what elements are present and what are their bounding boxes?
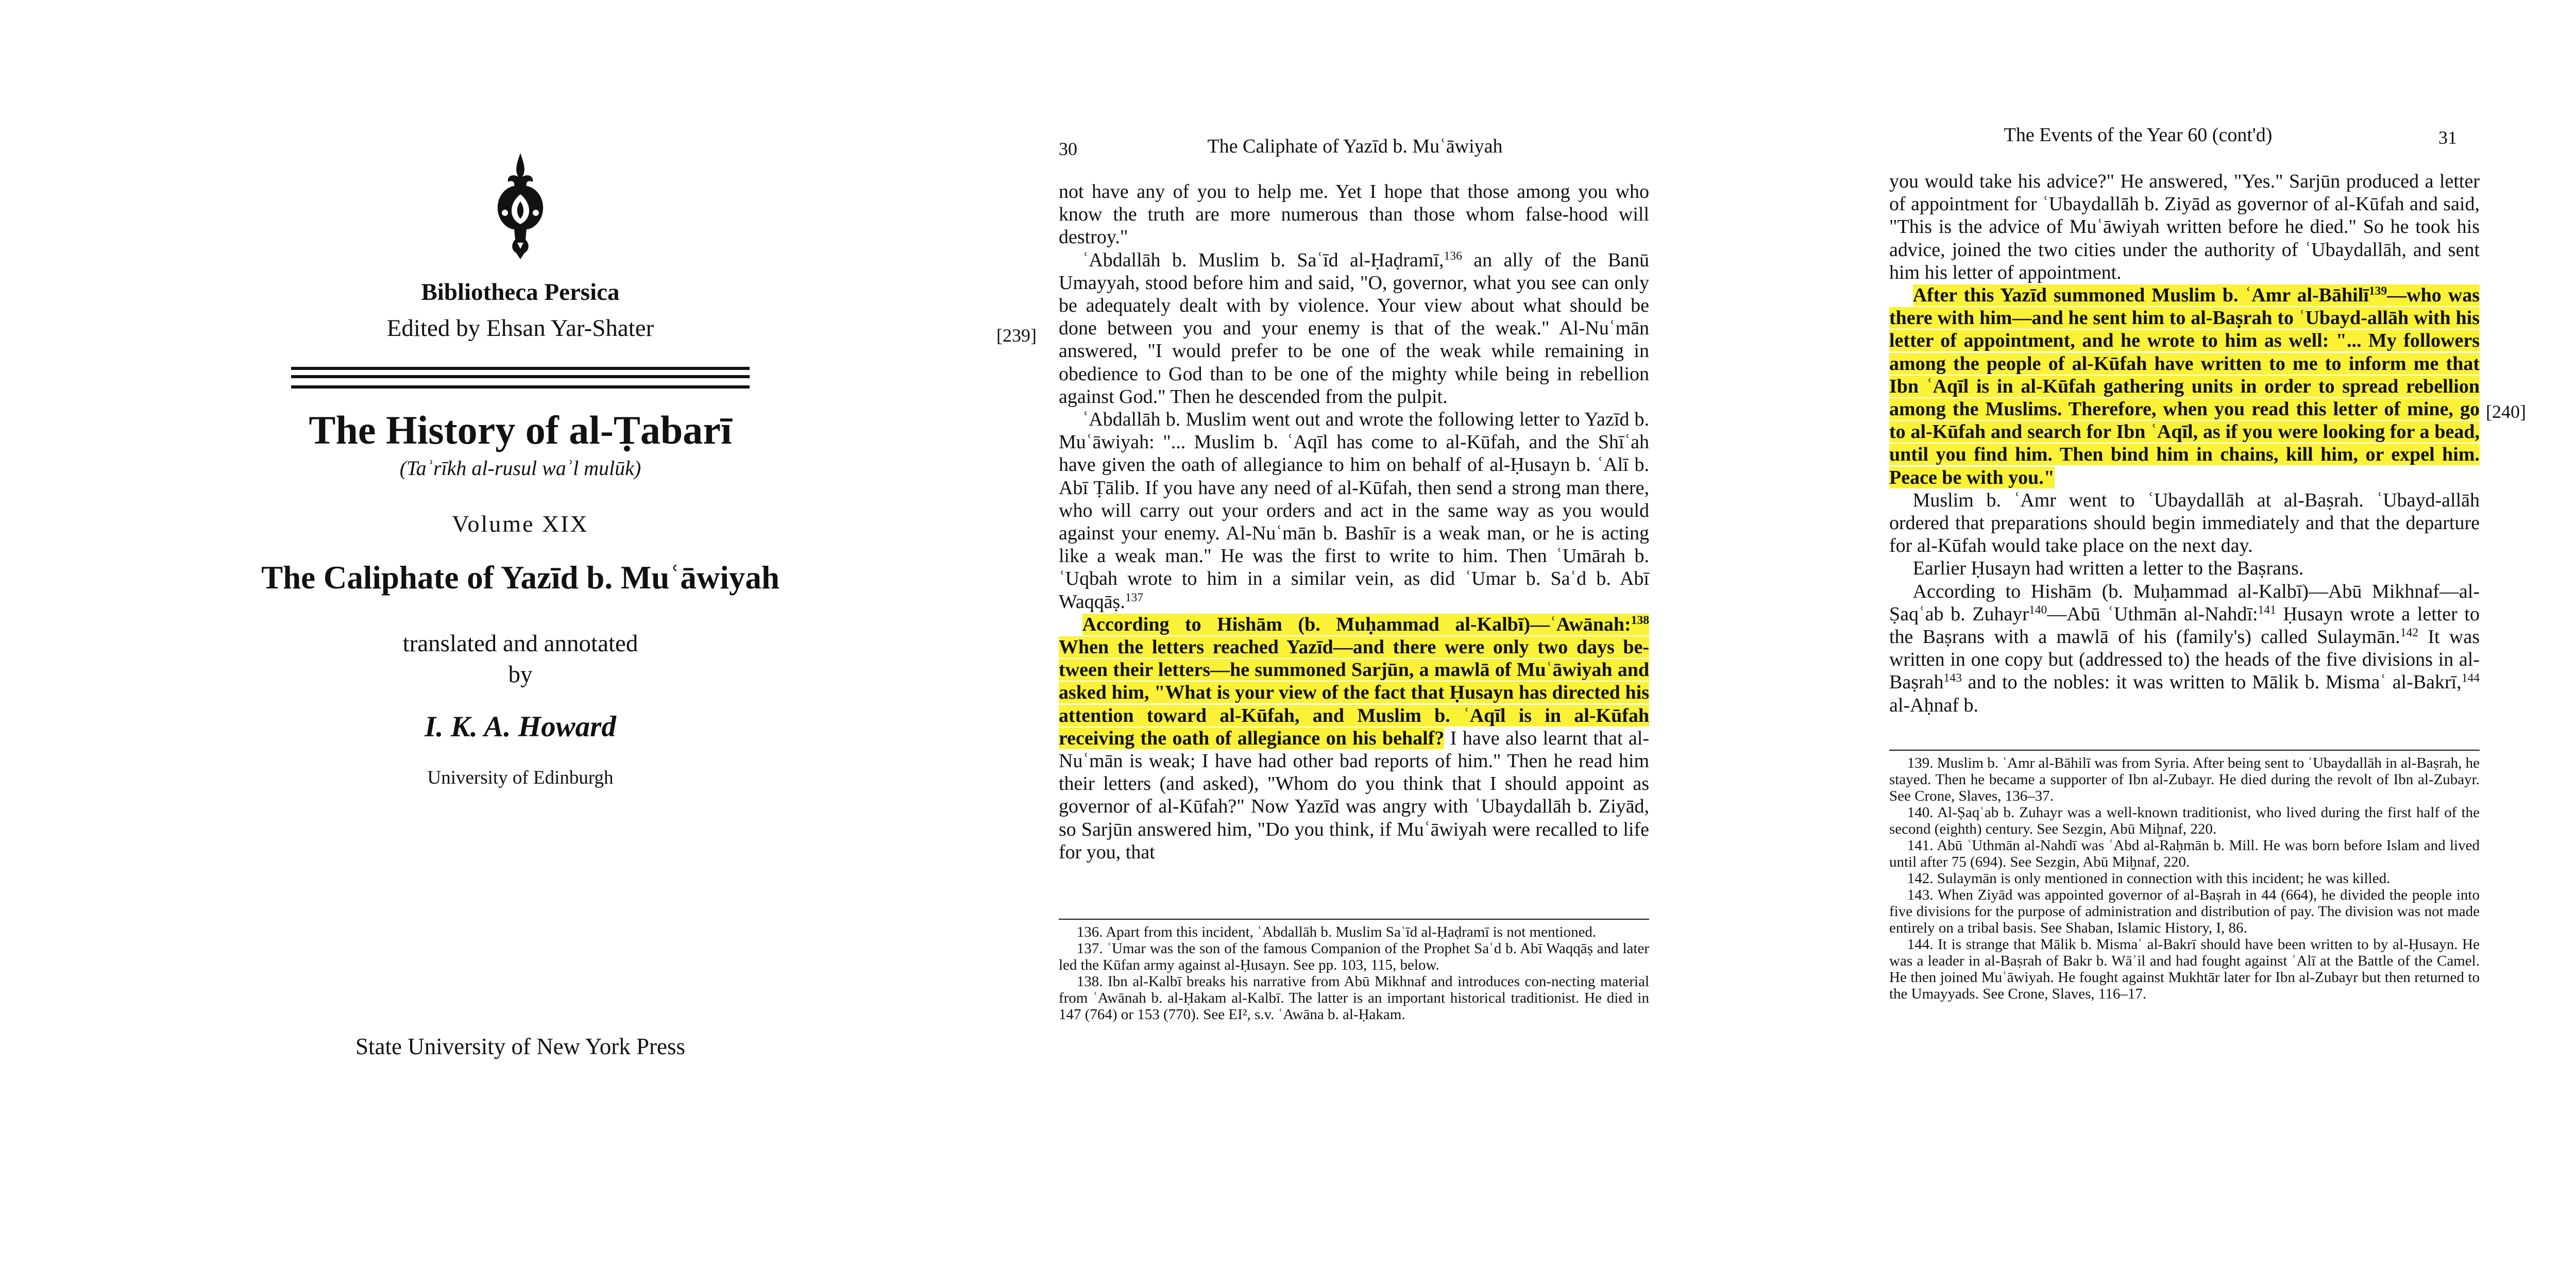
author-name: I. K. A. Howard (425, 711, 616, 743)
paragraph-text: an ally of the Banū Umayyah, stood before him and said, "O, governor, what you see can only be adequately dealt with by violence. Your view about what should be done between you and your enemy is that of the weak." Al-Nuʿmān answered, "I would prefer to be one of the weak while remaining in obedience to God than to be one of the mighty while being in rebellion against God." Then he descended from the pulpit. (1059, 249, 1650, 408)
title-rule-1 (291, 367, 750, 370)
title-rule-3 (291, 385, 750, 388)
footnote: 144. It is strange that Mālik b. Mismaʿ al-Bakrī should have been written to by al-Ḥusayn. He was a leader in al-Baṣrah of Bakr b. Wāʾil and had fought against ʿAlī at the Battle of the Camel. He then joined Muʿāwiyah. He fought against Mukhtār later for Ibn al-Zubayr but then returned to the Umayyads. See Crone, Slaves, 116–17. (1889, 936, 2480, 1002)
footnote-ref: 136 (1444, 249, 1462, 263)
right-page-body (1889, 170, 2480, 717)
footnote-ref: 138 (1631, 613, 1649, 627)
book-series-subtitle: (Taʾrīkh al-rusul waʾl mulūk) (399, 457, 641, 480)
book-series-title: The History of al-Ṭabarī (309, 408, 732, 452)
volume-number: Volume XIX (452, 511, 589, 537)
highlighted-text (1889, 284, 2480, 488)
paragraph-text: After this Yazīd summoned Muslim b. ʿAmr al-Bāhilī (1912, 284, 2369, 307)
paragraph (1889, 284, 2480, 489)
paragraph: Earlier Ḥusayn had written a letter to the Baṣrans. (1912, 557, 2304, 580)
footnote-ref: 143 (1943, 671, 1962, 685)
left-page-number: 30 (1059, 139, 1077, 159)
paragraph-text: According to Hishām (b. Muḥammad al-Kalbī)—Abū Mikhnaf—al-Ṣaqʿab b. Zuhayr (1889, 580, 2480, 625)
paragraph-text: al-Aḥnaf b. (1889, 694, 1979, 716)
footnote: 142. Sulaymān is only mentioned in connection with this incident; he was killed. (1907, 870, 2391, 887)
paragraph-text: ʿAbdallāh b. Muslim b. Saʿīd al-Ḥaḍramī, (1082, 249, 1444, 271)
paragraph-text: —who was there with him—and he sent him to al-Baṣrah to ʿUbayd-allāh with his letter of appointment, and he wrote to him as well: "... My followers among the people of al-Kūfah have written to me to inform me that Ibn ʿAqīl is in al-Kūfah gathering units in order to spread rebellion among the Muslims. Therefore, when you read this letter of mine, go to al-Kūfah and search for Ibn ʿAqīl, as if you were looking for a bead, until you find him. Then bind him in chains, kill him, or expel him. Peace be with you." (1889, 284, 2480, 488)
paragraph-text: I have also learnt that al-Nuʿmān is weak; I have had other bad reports of him." Then he read him their letters (and asked), "Whom do you think that I should appoint as governor of al-Kūfah?" Now Yazīd was angry with ʿUbaydallāh b. Ziyād, so Sarjūn answered him, "Do you think, if Muʿāwiyah were recalled to life for you, that (1059, 727, 1649, 863)
right-page-number: 31 (2438, 127, 2457, 148)
author-affiliation: University of Edinburgh (427, 767, 614, 788)
paragraph (1889, 580, 2480, 717)
title-rule-2 (291, 375, 750, 378)
paragraph (1059, 249, 1649, 408)
paragraph-text: According to Hishām (b. Muḥammad al-Kalbī)—ʿAwānah: (1082, 613, 1631, 635)
footnote: 143. When Ziyād was appointed governor of al-Baṣrah in 44 (664), he divided the people into five divisions for the purpose of administration and distribution of pay. The division was not made entirely on a tribal basis. See Shaban, Islamic History, I, 86. (1889, 887, 2480, 936)
paragraph-text: It was written in one copy but (addressed to) the heads of the five divisions in al-Baṣrah (1889, 626, 2480, 694)
footnote-ref: 140 (2028, 603, 2047, 617)
title-page (0, 0, 886, 1268)
ornament-icon (484, 152, 556, 260)
publisher: State University of New York Press (355, 1034, 685, 1059)
volume-title: The Caliphate of Yazīd b. Muʿāwiyah (261, 560, 779, 596)
series-editor: Edited by Ehsan Yar-Shater (386, 315, 654, 342)
left-footnotes (1059, 924, 1649, 1023)
footnote: 140. Al-Ṣaqʿab b. Zuhayr was a well-known traditionist, who lived during the first half of the second (eighth) century. See Sezgin, Abū Miḫnaf, 220. (1889, 804, 2480, 837)
right-margin-number: [240] (2486, 401, 2526, 422)
footnote-ref: 142 (2400, 626, 2419, 640)
footnote: 138. Ibn al-Kalbī breaks his narrative from Abū Mikhnaf and introduces con-necting material from ʿAwānah b. al-Ḥakam al-Kalbī. The latter is an important historical traditionist. He died in 147 (764) or 153 (770). See EI², s.v. ʿAwāna b. al-Ḥakam. (1059, 973, 1649, 1023)
right-footnotes (1889, 755, 2480, 1002)
footnote: 136. Apart from this incident, ʿAbdallāh b. Muslim Saʿīd al-Ḥaḍramī is not mentioned. (1076, 924, 1597, 940)
paragraph: not have any of you to help me. Yet I hope that those among you who know the truth are more numerous than those whom false-hood will destroy." (1059, 181, 1649, 248)
paragraph-text: When the letters reached Yazīd—and there were only two days be-tween their letters—he summoned Sarjūn, a mawlā of Muʿāwiyah and asked him, "What is your view of the fact that Ḥusayn has directed his attention toward al-Kūfah, and Muslim b. ʿAqīl is in al-Kūfah receiving the oath of allegiance on his behalf? (1059, 636, 1649, 749)
footnote-ref: 137 (1125, 590, 1144, 604)
paragraph: you would take his advice?" He answered, "Yes." Sarjūn produced a letter of appointment for ʿUbaydallāh b. Ziyād as governor of al-Kūfah and said, "This is the advice of Muʿāwiyah written before he died." So he took his advice, joined the two cities under the authority of ʿUbaydallāh, and sent him his letter of appointment. (1889, 171, 2480, 283)
series-name: Bibliotheca Persica (421, 279, 620, 306)
right-running-head: The Events of the Year 60 (cont'd) (2004, 124, 2273, 146)
footnote-ref: 144 (2461, 671, 2480, 685)
left-footnote-rule (1059, 919, 1649, 920)
translated-line: translated and annotated (402, 630, 638, 657)
paragraph: Muslim b. ʿAmr went to ʿUbaydallāh at al-Baṣrah. ʿUbayd-allāh ordered that preparations should begin immediately and that the departure for al-Kūfah would take place on the next day. (1889, 489, 2480, 557)
footnote: 139. Muslim b. ʿAmr al-Bāhilī was from Syria. After being sent to ʿUbaydallāh in al-Baṣrah, he stayed. Then he became a supporter of Ibn al-Zubayr. He died during the revolt of Ibn al-Zubayr. See Crone, Slaves, 136–37. (1889, 755, 2480, 804)
left-margin-number: [239] (996, 325, 1037, 346)
footnote: 141. Abū ʿUthmān al-Nahdī was ʿAbd al-Raḥmān b. Mill. He was born before Islam and lived until after 75 (694). See Sezgin, Abū Miḫnaf, 220. (1889, 837, 2480, 870)
paragraph-text: and to the nobles: it was written to Mālik b. Mismaʿ al-Bakrī, (1968, 671, 2462, 694)
paragraph (1059, 613, 1649, 864)
left-page-body (1059, 180, 1649, 864)
paragraph (1059, 408, 1649, 613)
footnote-ref: 139 (2368, 284, 2387, 298)
footnote: 137. ʿUmar was the son of the famous Companion of the Prophet Saʿd b. Abī Waqqāṣ and later led the Kūfan army against al-Ḥusayn. See pp. 103, 115, below. (1059, 940, 1649, 973)
right-footnote-rule (1889, 750, 2480, 751)
footnote-ref: 141 (2258, 603, 2276, 617)
by-line: by (508, 661, 533, 688)
left-running-head: The Caliphate of Yazīd b. Muʿāwiyah (1207, 136, 1503, 157)
paragraph-text: —Abū ʿUthmān al-Nahdī: (2047, 603, 2258, 625)
paragraph-text: ʿAbdallāh b. Muslim went out and wrote the following letter to Yazīd b. Muʿāwiyah: "... Muslim b. ʿAqīl has come to al-Kūfah, and the Shīʿah have given the oath of allegiance to him on behalf of al-Ḥusayn b. ʿAlī b. Abī Ṭālib. If you have any need of al-Kūfah, then send a strong man there, who will carry out your orders and act in the same way as you would against your enemy. Al-Nuʿmān b. Bashīr is a weak man, or he is acting like a weak man." He was the first to write to him. Then ʿUmārah b. ʿUqbah wrote to him in a similar vein, as did ʿUmar b. Saʿd b. Abī Waqqāṣ. (1059, 409, 1649, 613)
paragraph-text: Ḥusayn wrote a letter to the Baṣrans with a mawlā of his (family's) called Sulaymān. (1889, 603, 2480, 648)
